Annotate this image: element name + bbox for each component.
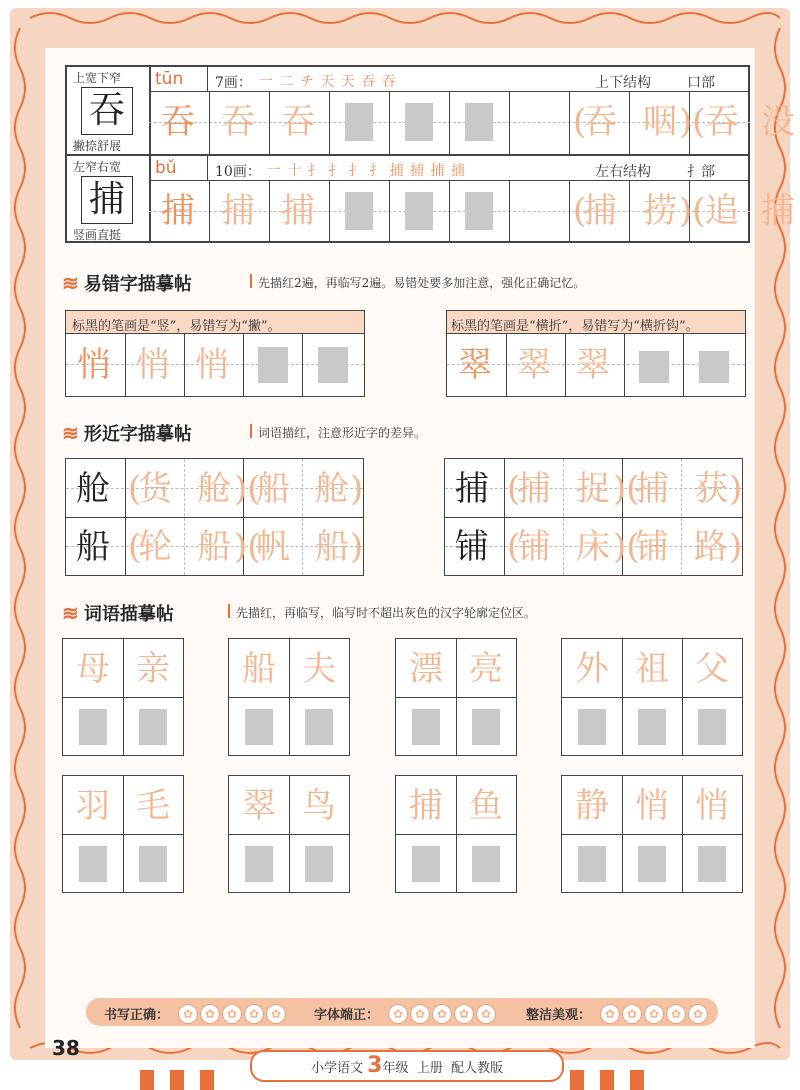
- book-label: 小学语文 3年级 上册 配人教版: [250, 1050, 564, 1082]
- pinyin: tūn: [155, 69, 184, 89]
- error-box-1: 标黑的笔画是“竖”，易错写为“撇”。 悄 悄 悄: [65, 310, 365, 397]
- word-grid: 母 亲: [62, 638, 184, 756]
- section-note: 先描红2遍，再临写2遍。易错处要多加注意，强化正确记忆。: [258, 276, 586, 290]
- char-card-tun: 上宽下窄 吞 撇捺舒展: [67, 67, 149, 154]
- section-1-header: [62, 270, 192, 296]
- stroke-order: 一 二 チ 天 天 吞 吞: [259, 74, 397, 90]
- rating-stars-1[interactable]: ✿ ✿ ✿ ✿ ✿: [178, 1003, 288, 1024]
- rating-stars-3[interactable]: ✿ ✿ ✿ ✿ ✿: [600, 1003, 710, 1024]
- similar-box-left: 舱 ( 货 舱 )( 船 舱 ) 船 ( 轮 船 )( 帆 船 ): [65, 458, 364, 576]
- rating-stars-2[interactable]: ✿ ✿ ✿ ✿ ✿: [388, 1003, 498, 1024]
- section-2-header: [62, 420, 192, 446]
- word-grid: 捕 鱼: [395, 775, 517, 893]
- word-grid: 羽 毛: [62, 775, 184, 893]
- wave-icon: ≋: [62, 421, 79, 445]
- section-title: 词语描摹帖: [83, 604, 174, 625]
- wave-icon: ≋: [62, 601, 79, 625]
- writing-grid-row1: 吞 吞 吞 ( 吞 咽 )( 吞 没: [149, 91, 750, 154]
- error-box-2: 标黑的笔画是“横折”，易错写为“横折钩”。 翠 翠 翠: [446, 310, 746, 397]
- wave-icon: ≋: [62, 271, 79, 295]
- word-grid: 翠 鸟: [228, 775, 350, 893]
- word-grid: 外 祖 父: [561, 638, 743, 756]
- section-note: 词语描红，注意形近字的差异。: [258, 426, 427, 440]
- word-grid: 漂 亮: [395, 638, 517, 756]
- main-char: 捕: [81, 176, 133, 224]
- main-char: 吞: [81, 87, 133, 135]
- char-table: 上宽下窄 吞 撇捺舒展 tūn 7画： 一 二 チ 天 天 吞 吞 上下结构 口部 吞 吞 吞 ( 吞 咽 )( 吞 没 左窄右宽 捕 竖画直挺 bǔ 10画： 一 十 扌 扌 扌 扌 捕 捕 捕 捕 左右结构 扌部 捕 捕 捕 ( 捕 捞 )( 追 捕: [65, 65, 750, 243]
- word-grid: 船 夫: [228, 638, 350, 756]
- section-3-header: [62, 600, 174, 626]
- section-title: 易错字描摹帖: [83, 274, 192, 295]
- section-title: 形近字描摹帖: [83, 424, 192, 445]
- section-note: 先描红，再临写，临写时不超出灰色的汉字轮廓定位区。: [236, 606, 537, 620]
- writing-grid-row2: 捕 捕 捕 ( 捕 捞 )( 追 捕: [149, 180, 750, 243]
- word-grid: 静 悄 悄: [561, 775, 743, 893]
- pinyin: bǔ: [155, 158, 177, 178]
- page-number: 38: [52, 1036, 80, 1060]
- stroke-order: 一 十 扌 扌 扌 扌 捕 捕 捕 捕: [267, 163, 467, 179]
- char-card-bu: 左窄右宽 捕 竖画直挺: [67, 156, 149, 243]
- similar-box-right: 捕 ( 捕 捉 )( 捕 获 ) 铺 ( 铺 床 )( 铺 路 ): [444, 458, 743, 576]
